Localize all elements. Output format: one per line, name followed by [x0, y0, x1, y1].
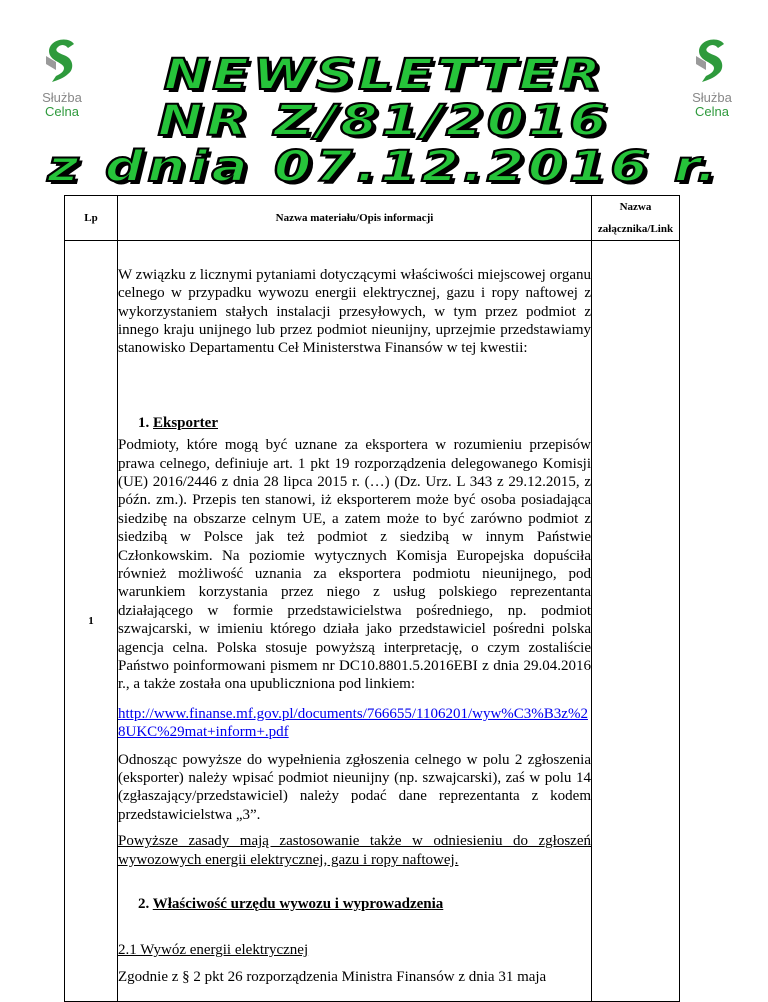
newsletter-title	[0, 52, 768, 190]
section-1-number: 1.	[138, 414, 150, 431]
intro-paragraph: W związku z licznymi pytaniami dotyczącymi właściwości miejscowej organu celnego w przypadku wywozu energii elektrycznej, gazu i ropy naftowej z wykorzystaniem stałych instalacji przesyłowych, w tym przez podmiot z innego kraju unijnego lub przez podmiot nieunijny, uprzejmie przedstawiamy stanowisko Departamentu Ceł Ministerstwa Finansów w tej kwestii:	[118, 266, 591, 357]
section-1-paragraph-3: Powyższe zasady mają zastosowanie także w odniesieniu do zgłoszeń wywozowych energii elektrycznej, gazu i ropy naftowej.	[118, 833, 591, 868]
section-1-paragraph: Podmioty, które mogą być uznane za eksportera w rozumieniu przepisów prawa celnego, definiuje art. 1 pkt 19 rozporządzenia delegowanego Komisji (UE) 2016/2446 z dnia 28 lipca 2015 r. (…) (Dz. Urz. L 343 z 29.12.2015, z późn. zm.). Przepis ten stanowi, iż eksporterem może być osoba posiadająca siedzibę na obszarze celnym UE, a zatem może to być zarówno podmiot z siedzibą w Polsce jak też podmiot z siedzibą w innym Państwie Członkowskim. Na poziomie wytycznych Komisja Europejska dopuściła również możliwość uznania za eksportera podmiotu nieunijnego, pod warunkiem korzystania przez niego z usług polskiego reprezentanta działającego w formie przedstawicielstwa pośredniego, np. podmiot szwajcarski, w imieniu którego działa jako przedstawiciel pośredni polska agencja celna. Polska stosuje powyższą interpretację, o czym zostaliście Państwo poinformowani pismem nr DC10.8801.5.2016EBI z dnia 29.04.2016 r., a także została ona upubliczniona pod linkiem:	[118, 437, 591, 693]
logo-text-line1: Służba	[42, 90, 82, 105]
document-link[interactable]: http://www.finanse.mf.gov.pl/documents/766655/1106201/wyw%C3%B3z%28UKC%29mat+inform+.pdf	[118, 705, 588, 741]
section-2-paragraph: Zgodnie z § 2 pkt 26 rozporządzenia Ministra Finansów z dnia 31 maja	[118, 968, 547, 985]
title-line-3: z dnia 07.12.2016 r.	[47, 142, 721, 192]
header-attachment-line1: Nazwa	[619, 201, 652, 213]
header-attachment-line2: załącznika/Link	[597, 223, 674, 235]
section-1-paragraph-2: Odnosząc powyższe do wypełnienia zgłoszenia celnego w polu 2 zgłoszenia (eksporter) należy wpisać podmiot nieunijny (np. szwajcarski), zaś w polu 14 (zgłaszający/przedstawiciel) należy podać dane reprezentanta z kodem przedstawicielstwa „3”.	[118, 751, 591, 823]
title-line-2: NR Z/81/2016	[157, 96, 611, 146]
section-1-title: Eksporter	[153, 414, 218, 431]
section-2-number: 2.	[138, 896, 150, 913]
newsletter-table	[64, 195, 680, 1002]
header-attachment	[592, 196, 680, 241]
row-content	[118, 241, 592, 1002]
section-1-heading	[118, 414, 591, 432]
table-header-row	[65, 196, 680, 241]
row-number: 1	[65, 241, 118, 1002]
subsection-2-1-title: 2.1 Wywóz energii elektrycznej	[118, 942, 309, 959]
section-2-heading	[118, 895, 591, 913]
row-attachment	[592, 241, 680, 1002]
logo-text-line2: Celna	[695, 104, 729, 119]
table-row	[65, 241, 680, 1002]
logo-text-line1: Służba	[692, 90, 732, 105]
section-2-title: Właściwość urzędu wywozu i wyprowadzenia	[152, 896, 444, 913]
header-lp: Lp	[65, 196, 118, 241]
header-description: Nazwa materiału/Opis informacji	[118, 196, 592, 241]
title-line-1: NEWSLETTER	[163, 50, 605, 100]
logo-text-line2: Celna	[45, 104, 79, 119]
